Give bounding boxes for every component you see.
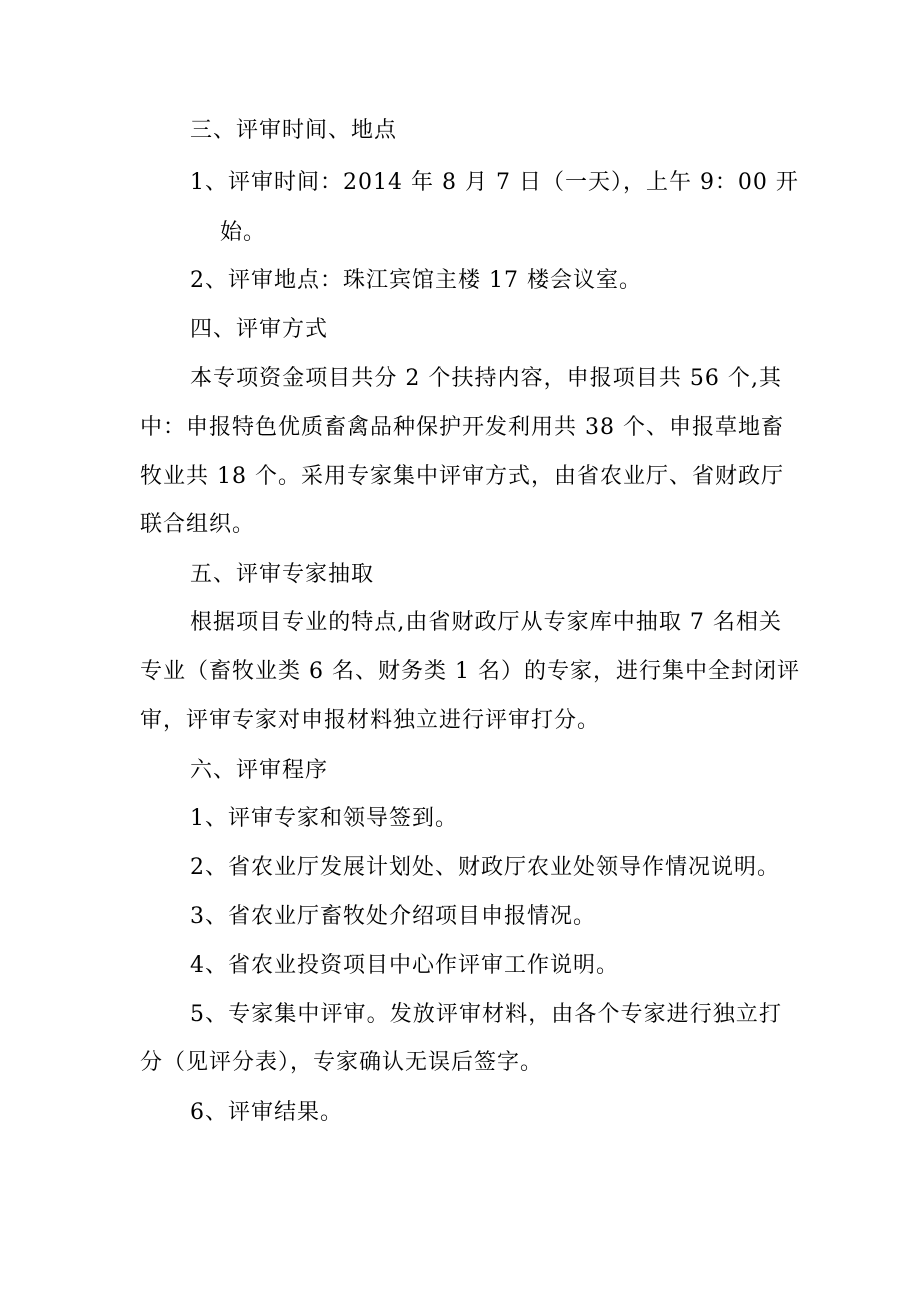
procedure-step-3: 3、省农业厅畜牧处介绍项目申报情况。	[190, 904, 596, 929]
paragraph-expert-line-3: 审，评审专家对申报材料独立进行评审打分。	[140, 708, 601, 733]
paragraph-review-place: 2、评审地点：珠江宾馆主楼 17 楼会议室。	[190, 268, 642, 293]
paragraph-method-line-4: 联合组织。	[140, 512, 256, 537]
procedure-step-6: 6、评审结果。	[190, 1100, 343, 1125]
section-heading-review-procedure: 六、评审程序	[190, 758, 329, 783]
procedure-step-2: 2、省农业厅发展计划处、财政厅农业处领导作情况说明。	[190, 855, 780, 880]
procedure-step-4: 4、省农业投资项目中心作评审工作说明。	[190, 953, 619, 978]
section-heading-expert-selection: 五、评审专家抽取	[190, 562, 375, 587]
paragraph-method-line-3: 牧业共 18 个。采用专家集中评审方式，由省农业厅、省财政厅	[140, 464, 784, 489]
paragraph-review-time-cont: 始。	[220, 220, 267, 245]
paragraph-review-time: 1、评审时间：2014 年 8 月 7 日（一天），上午 9：00 开	[190, 170, 799, 195]
procedure-step-5-cont: 分（见评分表），专家确认无误后签字。	[140, 1050, 544, 1075]
procedure-step-1: 1、评审专家和领导签到。	[190, 806, 458, 831]
section-heading-review-time-place: 三、评审时间、地点	[190, 118, 398, 143]
paragraph-method-line-1: 本专项资金项目共分 2 个扶持内容，申报项目共 56 个,其	[190, 366, 782, 391]
paragraph-method-line-2: 中：申报特色优质畜禽品种保护开发利用共 38 个、申报草地畜	[140, 415, 784, 440]
procedure-step-5: 5、专家集中评审。发放评审材料，由各个专家进行独立打	[190, 1002, 782, 1027]
paragraph-expert-line-2: 专业（畜牧业类 6 名、财务类 1 名）的专家，进行集中全封闭评	[140, 659, 800, 684]
section-heading-review-method: 四、评审方式	[190, 317, 329, 342]
paragraph-expert-line-1: 根据项目专业的特点,由省财政厅从专家库中抽取 7 名相关	[190, 610, 782, 635]
